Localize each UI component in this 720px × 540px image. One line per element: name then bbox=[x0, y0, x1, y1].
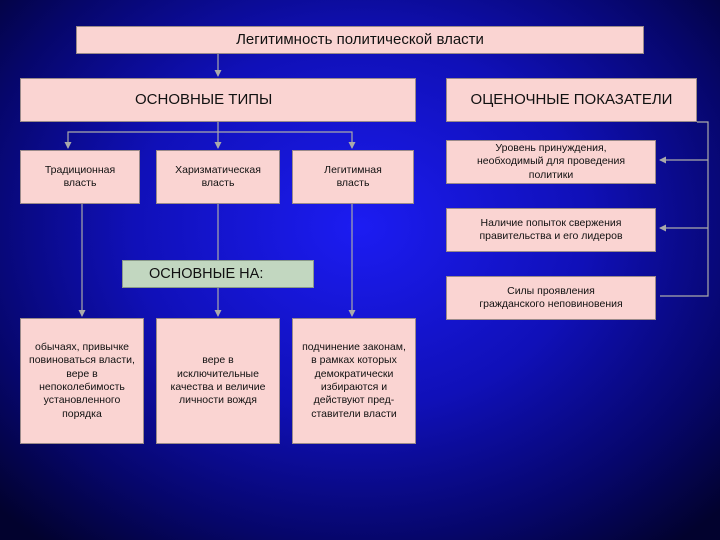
type-traditional-box bbox=[20, 150, 140, 204]
indicator-overthrow-box bbox=[446, 208, 656, 252]
basis-label-text: ОСНОВНЫЕ НА: bbox=[149, 266, 264, 282]
indicators-bracket bbox=[660, 122, 708, 296]
type-charismatic-text: Харизматическая власть bbox=[175, 163, 261, 189]
basis-charismatic-box bbox=[156, 318, 280, 444]
basis-traditional-text: обычаях, привычке повиноваться власти, вере в непоколебимость установленного порядка bbox=[29, 340, 135, 420]
basis-traditional-box bbox=[20, 318, 144, 444]
indicator-coercion-box bbox=[446, 140, 656, 184]
indicator-disobedience-box bbox=[446, 276, 656, 320]
indicators-box bbox=[446, 78, 697, 122]
arrow-types-right bbox=[218, 132, 352, 148]
basis-legitimate-box bbox=[292, 318, 416, 444]
main-types-box bbox=[20, 78, 416, 122]
arrow-types-left bbox=[68, 132, 218, 148]
type-traditional-text: Традиционная власть bbox=[44, 163, 116, 189]
main-types-text: ОСНОВНЫЕ ТИПЫ bbox=[135, 91, 273, 109]
basis-label-box bbox=[122, 260, 314, 288]
type-legitimate-text: Легитимная власть bbox=[324, 163, 382, 189]
basis-charismatic-text: вере в исключительные качества и величие личности вождя bbox=[170, 354, 266, 407]
type-charismatic-box bbox=[156, 150, 280, 204]
indicator-disobedience-text: Силы проявления гражданского неповиновения bbox=[479, 284, 623, 310]
title-text: Легитимность политической власти bbox=[236, 31, 484, 49]
indicators-text: ОЦЕНОЧНЫЕ ПОКАЗАТЕЛИ bbox=[470, 91, 673, 109]
indicator-coercion-text: Уровень принуждения, необходимый для проведения политики bbox=[476, 141, 626, 181]
type-legitimate-box bbox=[292, 150, 414, 204]
indicator-overthrow-text: Наличие попыток свержения правительства и его лидеров bbox=[479, 216, 623, 242]
title-box bbox=[76, 26, 644, 54]
basis-legitimate-text: подчинение законам, в рамках которых демократически избираются и действуют пред- ставители власти bbox=[302, 340, 406, 420]
